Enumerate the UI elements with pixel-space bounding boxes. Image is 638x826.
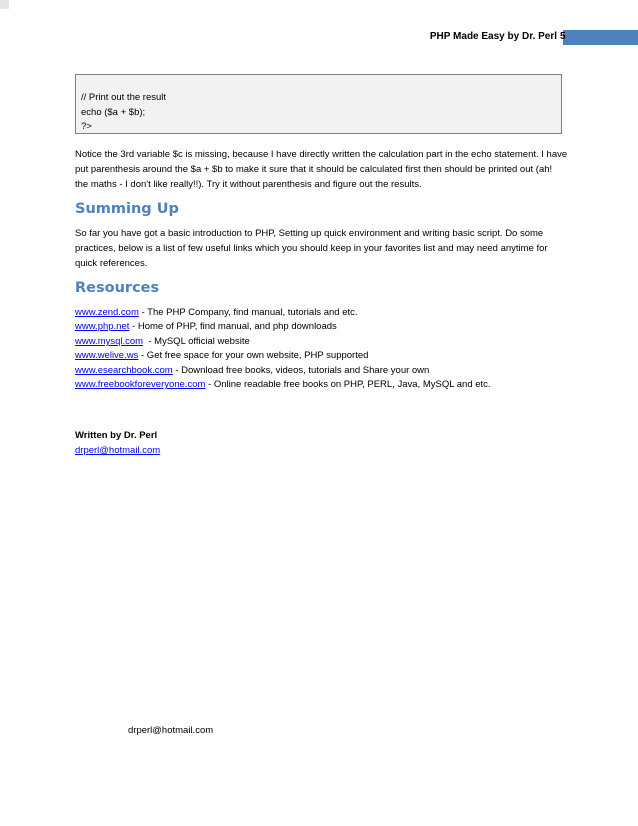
resource-item: [75, 336, 250, 348]
resource-item: [75, 379, 491, 391]
resource-item: [75, 307, 358, 319]
resource-item: [75, 365, 429, 377]
page-corner-mark: [0, 0, 9, 9]
resource-description: - Download free books, videos, tutorials and Share your own: [172, 365, 430, 376]
resource-description: - Home of PHP, find manual, and php downloads: [129, 321, 337, 332]
code-line: // Print out the result: [81, 92, 167, 103]
paragraph-line: practices, below is a list of few useful links which you should keep in your favorites list and may need anytime for: [75, 243, 548, 254]
author-email-link[interactable]: drperl@hotmail.com: [75, 445, 161, 456]
code-block: [75, 74, 562, 134]
resource-description: - MySQL official website: [143, 336, 250, 347]
resource-link-php[interactable]: www.php.net: [75, 321, 130, 332]
header-accent-bar: [563, 30, 638, 45]
resource-item: [75, 350, 368, 362]
resource-link-mysql[interactable]: www.mysql.com: [75, 336, 144, 347]
page-footer: drperl@hotmail.com: [128, 725, 214, 736]
resource-item: [75, 321, 337, 333]
paragraph-line: the maths - I don't like really!!). Try it without parenthesis and figure out the results.: [75, 179, 422, 190]
running-header-title: PHP Made Easy by Dr. Perl: [429, 31, 557, 42]
paragraph-line: So far you have got a basic introduction to PHP, Setting up quick environment and writing basic script. Do some: [75, 228, 544, 239]
code-line: echo ($a + $b);: [81, 107, 146, 118]
paragraph-line: Notice the 3rd variable $c is missing, because I have directly written the calculation part in the echo statement. I have: [75, 149, 568, 160]
resource-link-welive[interactable]: www.welive.ws: [75, 350, 139, 361]
resource-description: - Get free space for your own website, PHP supported: [138, 350, 369, 361]
paragraph-line: quick references.: [75, 258, 148, 269]
resource-link-zend[interactable]: www.zend.com: [75, 307, 139, 318]
author-email: [75, 445, 160, 457]
resource-link-esearchbook[interactable]: www.esearchbook.com: [75, 365, 173, 376]
resource-description: - Online readable free books on PHP, PERL, Java, MySQL and etc.: [205, 379, 491, 390]
author-byline: Written by Dr. Perl: [75, 430, 158, 441]
resources-heading: Resources: [75, 280, 160, 296]
resource-description: - The PHP Company, find manual, tutorials and etc.: [138, 307, 358, 318]
paragraph-line: put parenthesis around the $a + $b to make it sure that it should be calculated first then should be printed out (ah!: [75, 164, 553, 175]
code-line: ?>: [81, 121, 92, 132]
summing-up-heading: Summing Up: [75, 201, 179, 217]
resource-link-freebookforeveryone[interactable]: www.freebookforeveryone.com: [75, 379, 206, 390]
page-number: 5: [560, 31, 566, 42]
